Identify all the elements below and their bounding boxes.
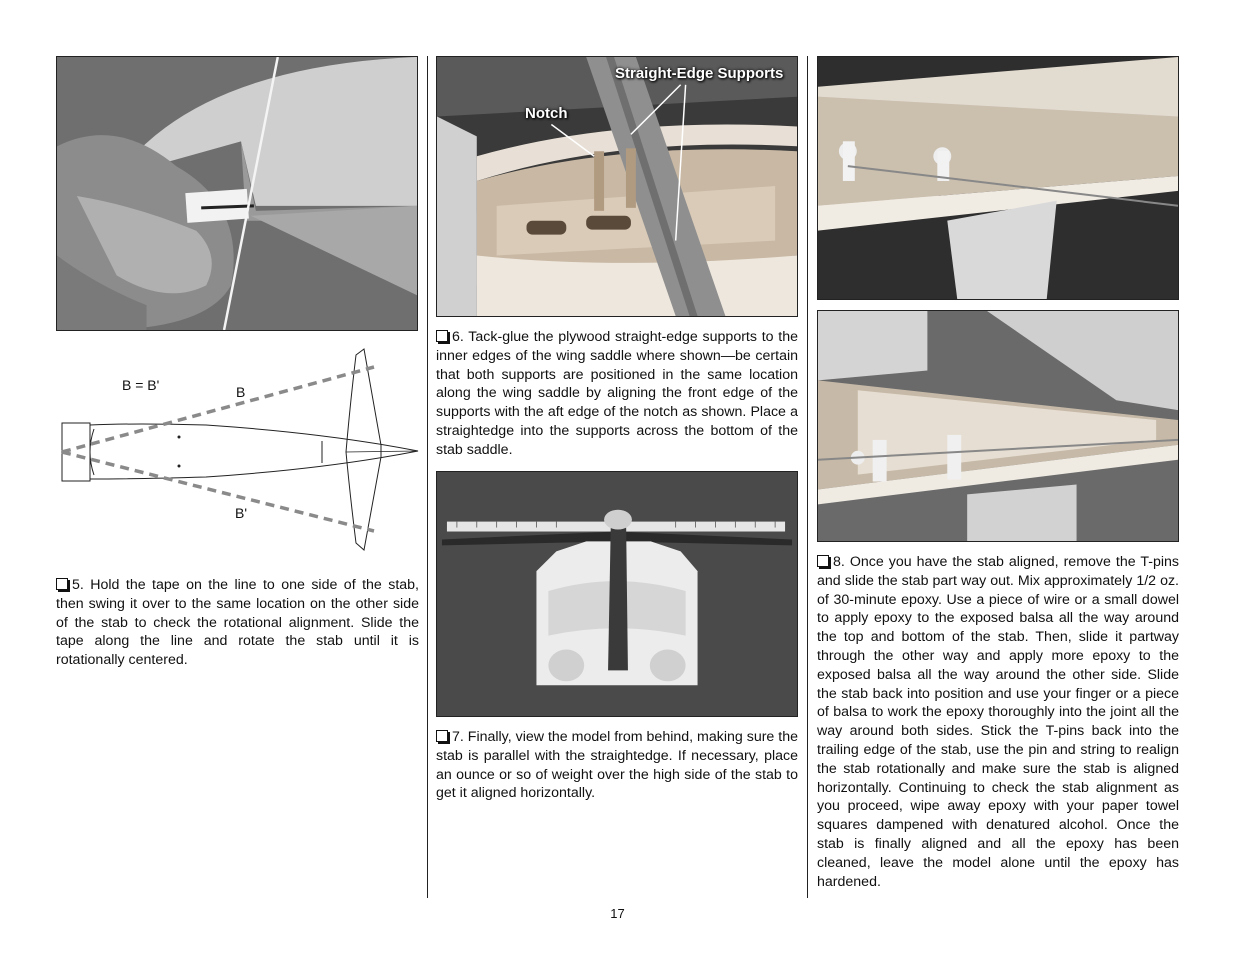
photo-tape-on-stab xyxy=(56,56,418,331)
step-6-paragraph xyxy=(436,328,798,460)
step-8-paragraph xyxy=(817,553,1179,891)
diagram-label-equation: B = B' xyxy=(122,377,160,393)
photo-fuselage-bottom xyxy=(817,310,1179,542)
step-8-text: 8. Once you have the stab aligned, remove the T-pins and slide the stab part way out. Mix approximately 1/2 oz. of 30-minute epoxy. Use a piece of wire or a small dowel to apply epoxy to the exposed balsa all the way around the top and bottom of the stab. Then, slide it partway through the other way and apply more epoxy to the exposed balsa all the way around the other side. Slide the stab back into position and use your finger or a piece of balsa to work the epoxy thoroughly into the joint all the way around both sides. Stick the T-pins back into the trailing edge of the stab, use the pin and string to realign the stab rotationally and make sure the stab is aligned horizontally. Continuing to check the stab alignment as you proceed, wipe away epoxy with your paper towel squares dampened with denatured alcohol. Once the stab is finally aligned and all the epoxy has been cleaned, leave the model alone until the epoxy has hardened. xyxy=(817,554,1179,890)
diagram-label-b: B xyxy=(236,384,246,400)
column-divider-right xyxy=(807,56,808,898)
step-7-paragraph xyxy=(436,728,798,803)
callout-straight-edge-supports: Straight-Edge Supports xyxy=(615,65,784,82)
photo-model-from-behind xyxy=(436,471,798,717)
step-8-checkbox[interactable] xyxy=(817,555,829,567)
photo-fuselage-top xyxy=(817,56,1179,300)
step-6-checkbox[interactable] xyxy=(436,330,448,342)
step-5-text: 5. Hold the tape on the line to one side of the stab, then swing it over to the same location on the other side of the stab to check the rotational alignment. Slide the tape along the line and rotate the stab until it is rotationally centered. xyxy=(56,577,419,669)
step-7-checkbox[interactable] xyxy=(436,730,448,742)
diagram-label-b-prime: B' xyxy=(235,505,248,521)
column-divider-left xyxy=(427,56,428,898)
step-6-text: 6. Tack-glue the plywood straight-edge supports to the inner edges of the wing saddle where shown—be certain that both supports are positioned in the same location along the wing saddle by aligning the front edge of the supports with the aft edge of the notch as shown. Place a straightedge into the supports across the bottom of the stab saddle. xyxy=(436,329,798,458)
step-7-text: 7. Finally, view the model from behind, making sure the stab is parallel with the straightedge. If necessary, place an ounce or so of weight over the high side of the stab to get it aligned horizontally. xyxy=(436,729,798,802)
photo-straight-edge-supports xyxy=(436,56,798,317)
step-5-checkbox[interactable] xyxy=(56,578,68,590)
step-5-paragraph xyxy=(56,576,419,670)
alignment-diagram xyxy=(56,345,426,560)
callout-notch: Notch xyxy=(525,105,568,122)
page-number: 17 xyxy=(610,906,625,921)
